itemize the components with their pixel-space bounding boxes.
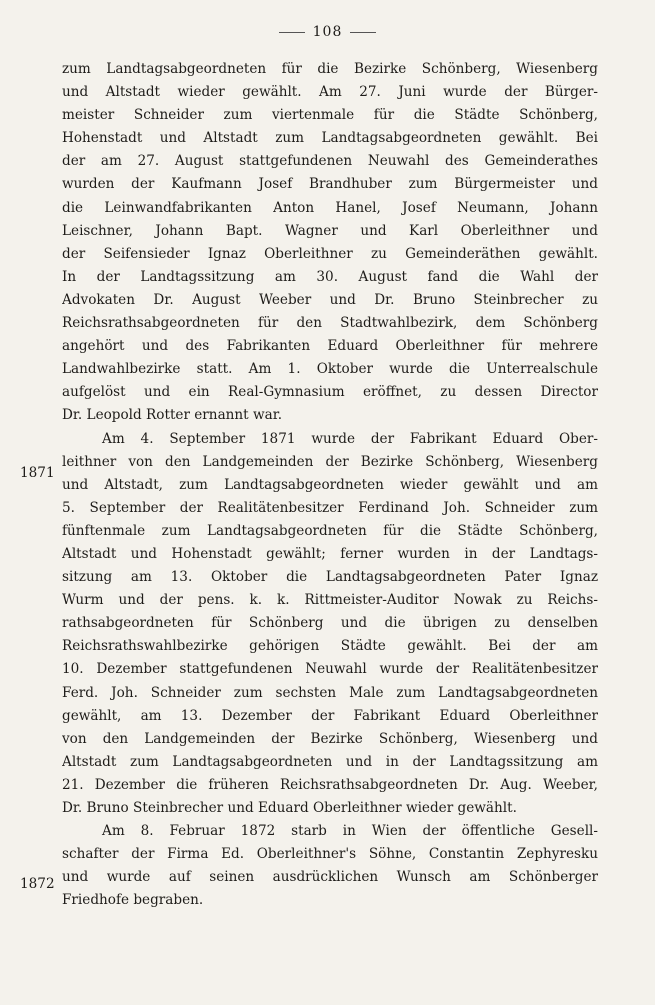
text-line: fünftenmale zum Landtagsabgeordneten für die Städte Schönberg, xyxy=(62,522,598,539)
text-line: 5. September der Realitätenbesitzer Ferdinand Joh. Schneider zum xyxy=(62,499,598,516)
text-line: angehört und des Fabrikanten Eduard Oberleithner für mehrere xyxy=(62,338,598,355)
margin-year-1872: 1872 xyxy=(20,876,55,892)
text-line: Dr. Bruno Steinbrecher und Eduard Oberleithner wieder gewählt. xyxy=(62,800,517,816)
text-line: schafter der Firma Ed. Oberleithner's Söhne, Constantin Zephyresku xyxy=(62,846,598,863)
text-line: und wurde auf seinen ausdrücklichen Wunsch am Schönberger xyxy=(62,869,598,886)
text-line: Wurm und der pens. k. k. Rittmeister-Auditor Nowak zu Reichs- xyxy=(62,592,598,609)
text-line: Leischner, Johann Bapt. Wagner und Karl Oberleithner und xyxy=(62,222,598,239)
page-number xyxy=(0,24,655,40)
body-text xyxy=(62,58,598,912)
text-line: Friedhofe begraben. xyxy=(62,892,204,909)
text-line: Advokaten Dr. August Weeber und Dr. Bruno Steinbrecher zu xyxy=(62,291,598,308)
text-line: der am 27. August stattgefundenen Neuwahl des Gemeinderathes xyxy=(62,153,598,170)
page-number-text: 108 xyxy=(312,24,343,40)
text-line: Hohenstadt und Altstadt zum Landtagsabgeordneten gewählt. Bei xyxy=(62,130,598,147)
text-line: 21. Dezember die früheren Reichsrathsabgeordneten Dr. Aug. Weeber, xyxy=(62,776,598,793)
text-line: und Altstadt wieder gewählt. Am 27. Juni wurde der Bürger- xyxy=(62,84,598,101)
text-line: zum Landtagsabgeordneten für die Bezirke Schönberg, Wiesenberg xyxy=(62,61,598,77)
text-line: aufgelöst und ein Real-Gymnasium eröffnet, zu dessen Director xyxy=(62,384,598,401)
text-line: rathsabgeordneten für Schönberg und die übrigen zu denselben xyxy=(62,615,598,632)
text-line: Ferd. Joh. Schneider zum sechsten Male zum Landtagsabgeordneten xyxy=(62,684,598,701)
page-number-dash-left xyxy=(279,32,305,33)
text-line: Altstadt zum Landtagsabgeordneten und in der Landtagssitzung am xyxy=(62,753,598,770)
text-line: Reichsrathswahlbezirke gehörigen Städte gewählt. Bei der am xyxy=(62,638,598,655)
text-line: 10. Dezember stattgefundenen Neuwahl wurde der Realitätenbesitzer xyxy=(62,661,598,678)
text-line: leithner von den Landgemeinden der Bezirke Schönberg, Wiesenberg xyxy=(62,453,598,470)
text-line: gewählt, am 13. Dezember der Fabrikant Eduard Oberleithner xyxy=(62,707,598,724)
text-line: Altstadt und Hohenstadt gewählt; ferner wurden in der Landtags- xyxy=(62,545,598,562)
text-line: und Altstadt, zum Landtagsabgeordneten wieder gewählt und am xyxy=(62,476,598,493)
text-line: Dr. Leopold Rotter ernannt war. xyxy=(62,407,283,424)
text-line: sitzung am 13. Oktober die Landtagsabgeordneten Pater Ignaz xyxy=(62,569,598,586)
text-line: die Leinwandfabrikanten Anton Hanel, Josef Neumann, Johann xyxy=(62,199,598,216)
text-line: von den Landgemeinden der Bezirke Schönberg, Wiesenberg und xyxy=(62,730,598,747)
paragraph-start-line: Am 4. September 1871 wurde der Fabrikant Eduard Ober- xyxy=(102,430,598,447)
text-line: wurden der Kaufmann Josef Brandhuber zum Bürgermeister und xyxy=(62,176,598,193)
text-line: meister Schneider zum viertenmale für die Städte Schönberg, xyxy=(62,107,598,124)
text-line: Reichsrathsabgeordneten für den Stadtwahlbezirk, dem Schönberg xyxy=(62,315,598,332)
text-line: In der Landtagssitzung am 30. August fand die Wahl der xyxy=(62,268,598,285)
text-line: der Seifensieder Ignaz Oberleithner zu Gemeinderäthen gewählt. xyxy=(62,245,598,262)
paragraph-start-line: Am 8. Februar 1872 starb in Wien der öffentliche Gesell- xyxy=(102,823,598,840)
margin-year-1871: 1871 xyxy=(20,465,55,481)
page-number-dash-right xyxy=(350,32,376,33)
text-line: Landwahlbezirke statt. Am 1. Oktober wurde die Unterrealschule xyxy=(62,361,598,378)
